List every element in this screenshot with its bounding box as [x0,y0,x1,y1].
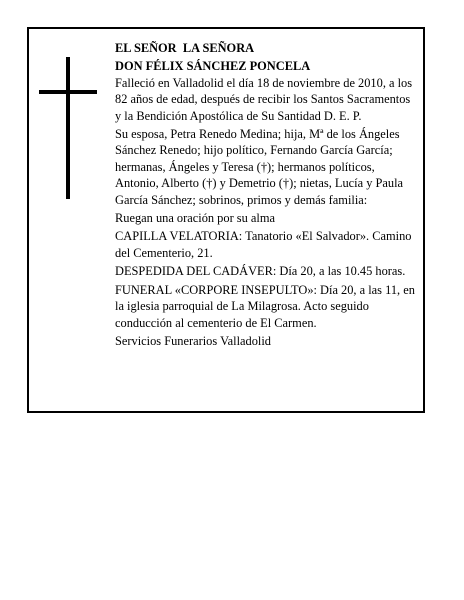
funeral-services: Servicios Funerarios Valladolid [115,333,272,348]
chapel-info: CAPILLA VELATORIA: Tanatorio «El Salvador». Camino del Cementerio, 21. [115,229,412,260]
cross-horizontal-bar [39,90,97,94]
notice-text [115,40,419,351]
cross-vertical-bar [66,57,70,199]
farewell-info: DESPEDIDA DEL CADÁVER: Día 20, a las 10.45 horas. [115,264,406,279]
cross-icon [39,57,97,199]
funeral-info: FUNERAL «CORPORE INSEPULTO»: Día 20, a las 11, en la iglesia parroquial de La Milagrosa. Acto seguido conducción al cementerio de El Carmen. [115,282,415,330]
obituary-notice [27,27,425,413]
heading-titles: EL SEÑOR LA SEÑORA [115,41,255,55]
family-list: Su esposa, Petra Renedo Medina; hija, Mª de los Ángeles Sánchez Renedo; hijo político, Fernando García García; hermanas, Ángeles y Teresa (†); hermanos políticos, Antonio, Alberto (†) y Demetrio (†); nietas, Lucía y Paula García Sánchez; sobrinos, primos y demás familia: [115,127,404,207]
prayer-request: Ruegan una oración por su alma [115,211,275,226]
death-announcement: Falleció en Valladolid el día 18 de noviembre de 2010, a los 82 años de edad, después de recibir los Santos Sacramentos y la Bendición Apostólica de Su Santidad D. E. P. [115,75,413,123]
deceased-name: DON FÉLIX SÁNCHEZ PONCELA [115,59,311,74]
